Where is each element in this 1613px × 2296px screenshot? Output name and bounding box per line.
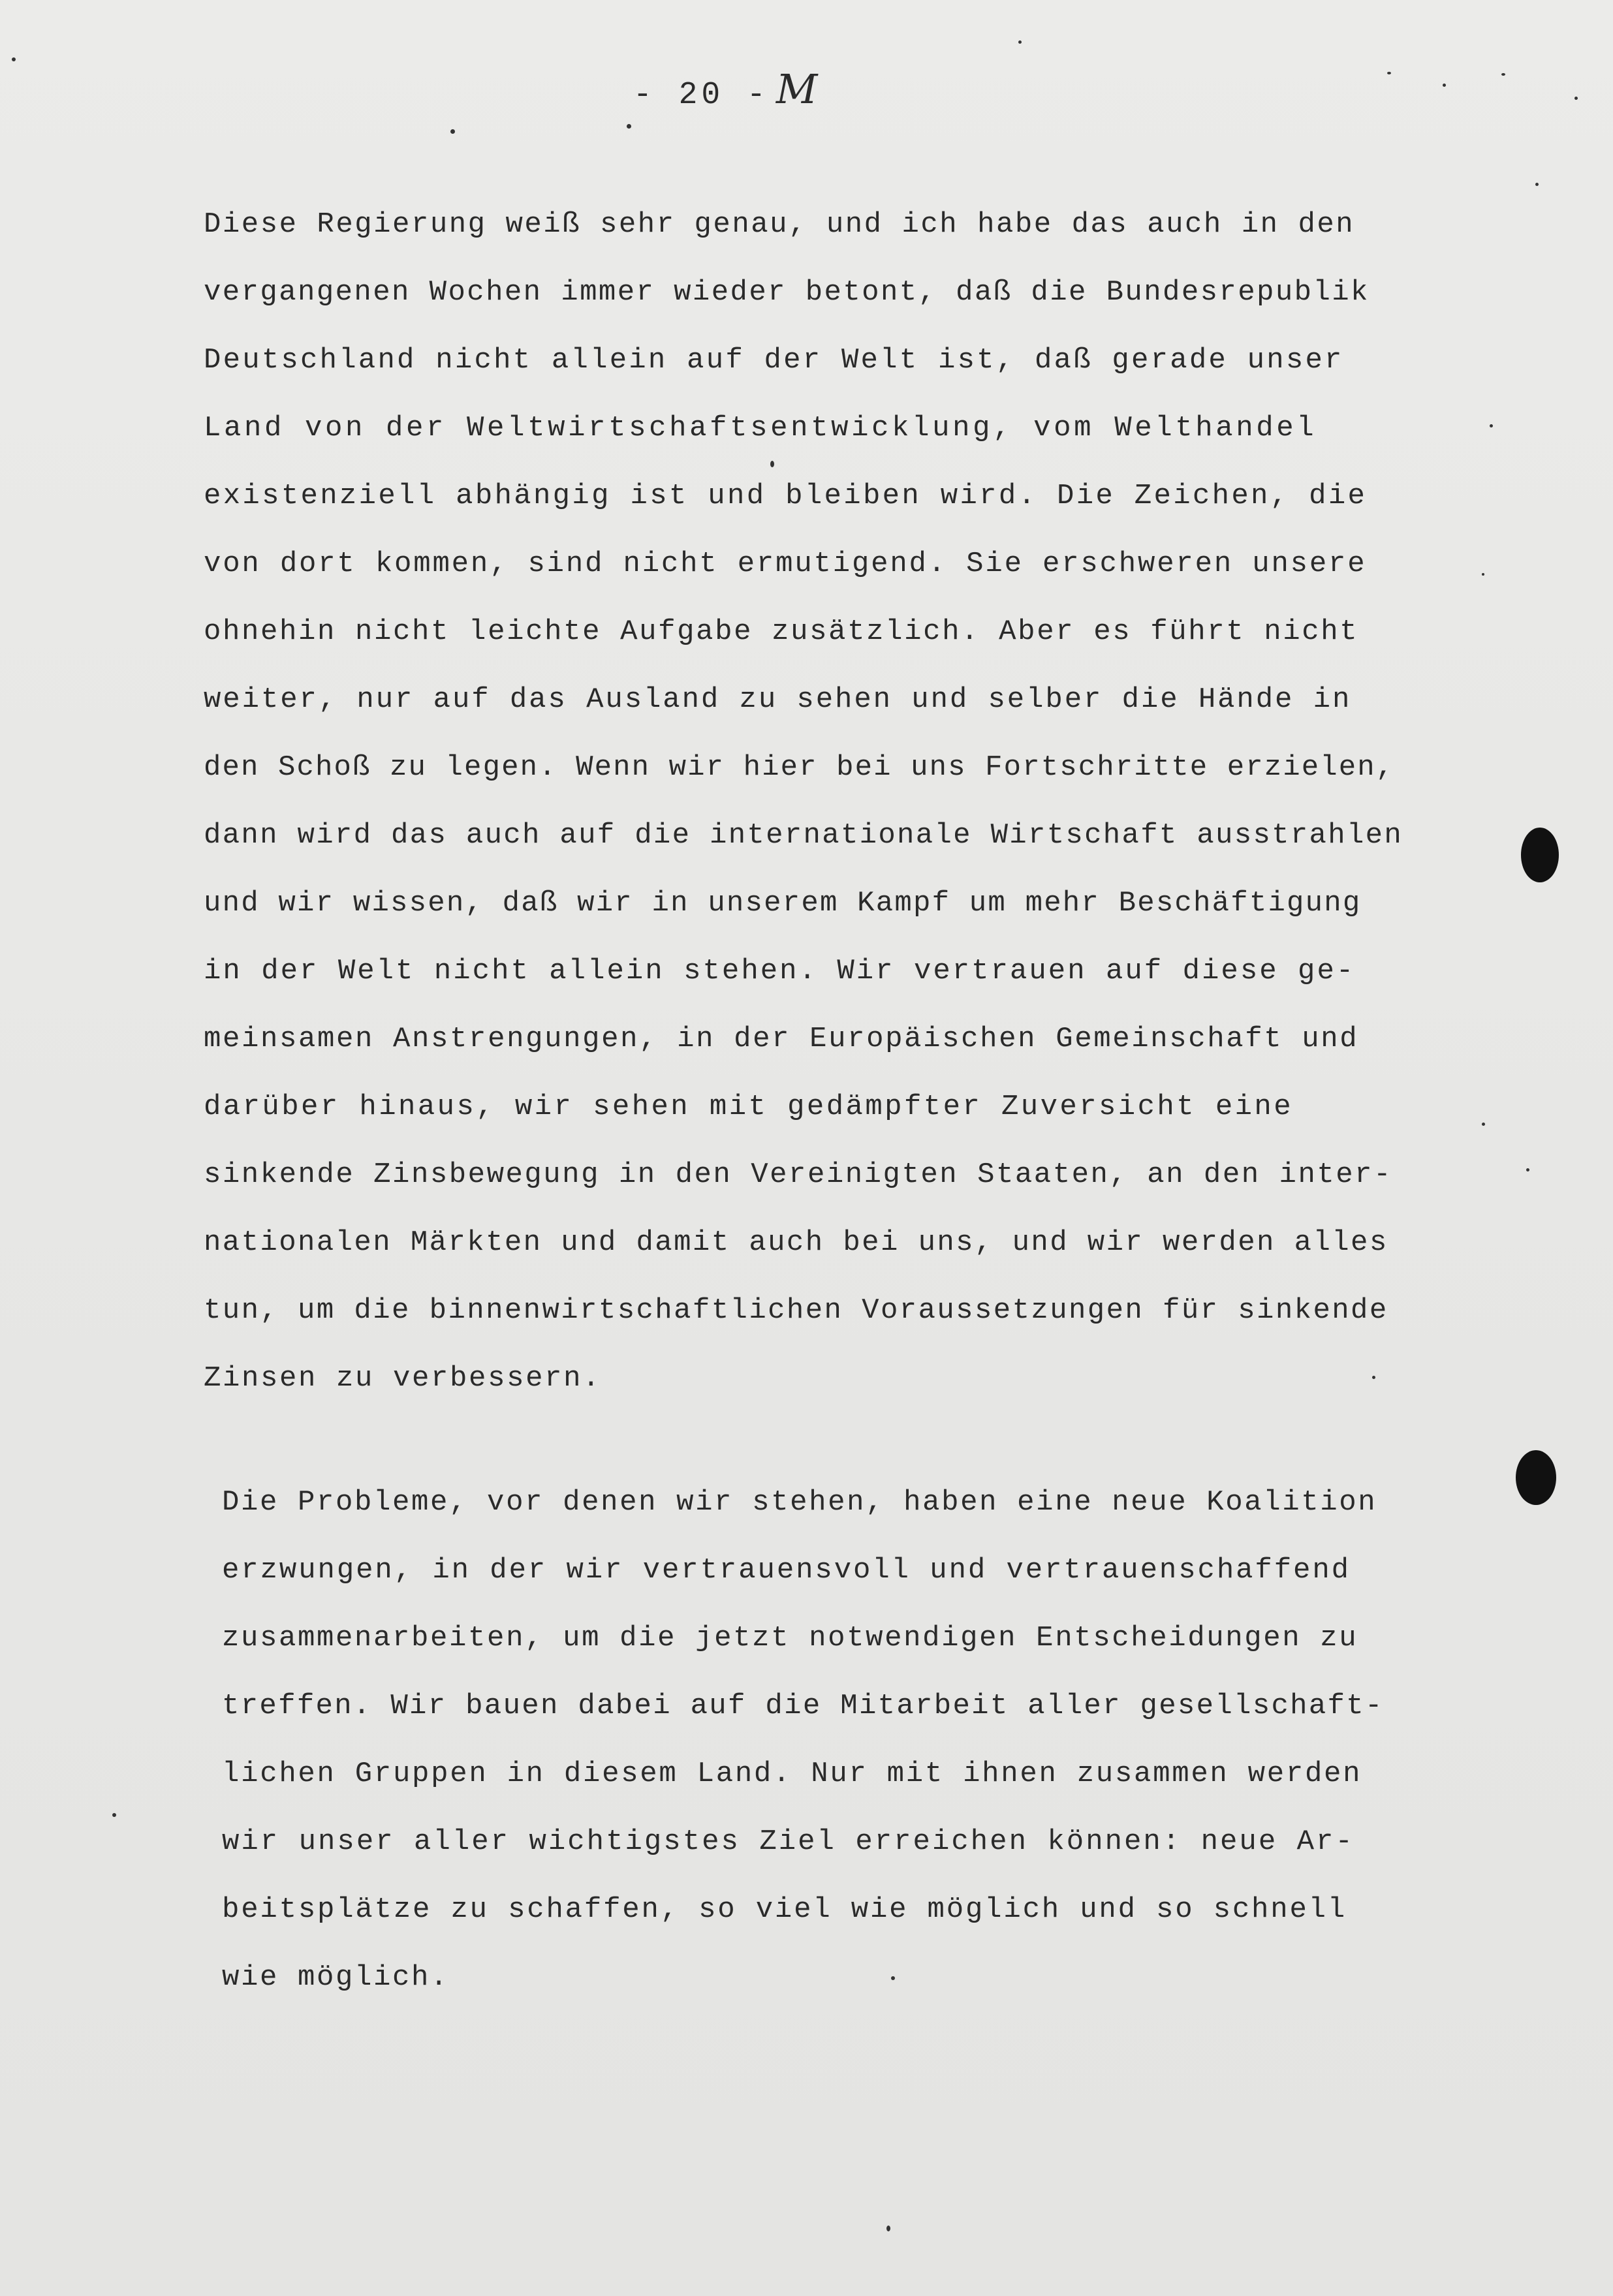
scan-speck xyxy=(1490,424,1493,427)
paragraph-line: zusammenarbeiten, um die jetzt notwendigen Entscheidungen zu xyxy=(222,1622,1358,1654)
punch-hole-lower xyxy=(1516,1450,1556,1505)
page-number-handwritten-annotation: M xyxy=(775,65,818,113)
scan-speck xyxy=(1443,84,1446,87)
paragraph-line: existenziell abhängig ist und bleiben wird. Die Zeichen, die xyxy=(204,480,1368,512)
paragraph-1 xyxy=(204,191,1403,1412)
scan-speck xyxy=(886,2226,890,2231)
scan-speck xyxy=(1387,72,1391,74)
paragraph-line: Zinsen zu verbessern. xyxy=(204,1362,602,1395)
paragraph-line: lichen Gruppen in diesem Land. Nur mit ihnen zusammen werden xyxy=(222,1758,1362,1790)
scan-speck xyxy=(112,1813,116,1817)
paragraph-line: wir unser aller wichtigstes Ziel erreichen können: neue Ar- xyxy=(222,1825,1355,1858)
scan-speck xyxy=(1526,1168,1529,1171)
punch-hole-upper xyxy=(1521,828,1559,882)
paragraph-line: nationalen Märkten und damit auch bei uns, und wir werden alles xyxy=(204,1226,1388,1259)
paragraph-line: Die Probleme, vor denen wir stehen, haben eine neue Koalition xyxy=(222,1486,1377,1519)
scan-speck xyxy=(627,124,631,129)
paragraph-line: darüber hinaus, wir sehen mit gedämpfter Zuversicht eine xyxy=(204,1091,1294,1123)
paragraph-line: Deutschland nicht allein auf der Welt ist, daß gerade unser xyxy=(204,344,1344,377)
scan-speck xyxy=(450,129,455,134)
paragraph-line: tun, um die binnenwirtschaftlichen Voraussetzungen für sinkende xyxy=(204,1294,1388,1327)
paragraph-line: vergangenen Wochen immer wieder betont, daß die Bundesrepublik xyxy=(204,276,1370,309)
paragraph-2 xyxy=(222,1468,1384,2011)
paragraph-line: wie möglich. xyxy=(222,1961,450,1994)
scan-speck xyxy=(1535,183,1539,186)
scan-speck xyxy=(1372,1376,1375,1379)
scan-speck xyxy=(1482,1123,1485,1126)
paragraph-line: in der Welt nicht allein stehen. Wir vertrauen auf diese ge- xyxy=(204,955,1356,987)
paragraph-line: Diese Regierung weiß sehr genau, und ich habe das auch in den xyxy=(204,208,1355,241)
page-number xyxy=(633,65,817,113)
paragraph-line: und wir wissen, daß wir in unserem Kampf um mehr Beschäftigung xyxy=(204,887,1362,920)
paragraph-line: dann wird das auch auf die internationale Wirtschaft ausstrahlen xyxy=(204,819,1403,852)
paragraph-line: treffen. Wir bauen dabei auf die Mitarbeit aller gesellschaft- xyxy=(222,1690,1384,1722)
scan-speck xyxy=(1501,73,1505,76)
scan-speck xyxy=(1482,573,1484,576)
paragraph-line: ohnehin nicht leichte Aufgabe zusätzlich. Aber es führt nicht xyxy=(204,615,1359,648)
paragraph-line: sinkende Zinsbewegung in den Vereinigten Staaten, an den inter- xyxy=(204,1158,1392,1191)
scan-speck xyxy=(1018,40,1022,44)
paragraph-line: weiter, nur auf das Ausland zu sehen und selber die Hände in xyxy=(204,683,1352,716)
paragraph-line: beitsplätze zu schaffen, so viel wie möglich und so schnell xyxy=(222,1893,1347,1926)
scan-speck xyxy=(1574,97,1578,100)
paragraph-line: Land von der Weltwirtschaftsentwicklung, vom Welthandel xyxy=(204,412,1317,444)
paragraph-line: meinsamen Anstrengungen, in der Europäischen Gemeinschaft und xyxy=(204,1023,1359,1055)
scan-speck xyxy=(770,461,774,467)
page-number-typed: - 20 - xyxy=(633,78,770,113)
scan-speck xyxy=(12,57,16,61)
paragraph-line: den Schoß zu legen. Wenn wir hier bei uns Fortschritte erzielen, xyxy=(204,751,1395,784)
paragraph-line: von dort kommen, sind nicht ermutigend. Sie erschweren unsere xyxy=(204,548,1367,580)
paragraph-line: erzwungen, in der wir vertrauensvoll und vertrauenschaffend xyxy=(222,1554,1351,1587)
scan-speck xyxy=(891,1976,895,1980)
